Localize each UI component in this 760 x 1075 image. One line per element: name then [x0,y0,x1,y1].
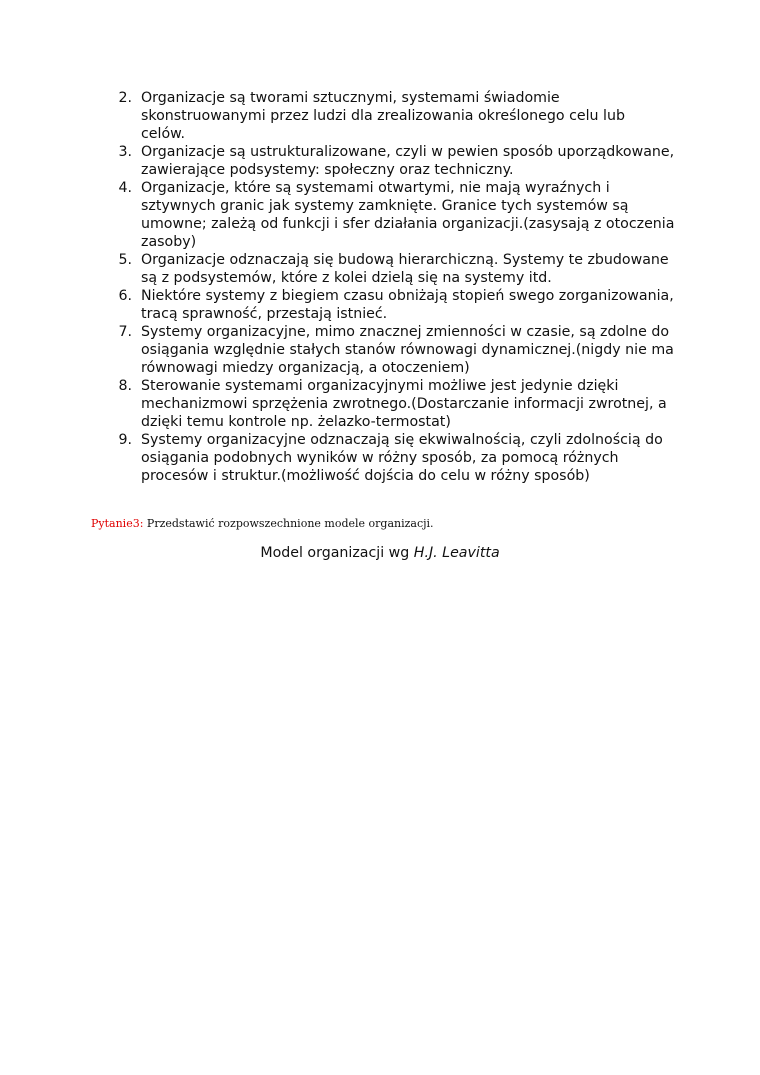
list-item-number: 3. [118,144,132,160]
list-item-number: 7. [118,324,132,340]
list-item [110,251,680,287]
section-heading [0,544,760,562]
list-item-number: 5. [118,252,132,268]
list-item [110,179,680,251]
list-item-number: 4. [118,180,132,196]
list-item-number: 6. [118,288,132,304]
list-item-text: Sterowanie systemami organizacyjnymi możliwe jest jedynie dzięki mechanizmowi sprzężenia zwrotnego.(Dostarczanie informacji zwrotnej, a dzięki temu kontrole np. żelazko-termostat) [141,378,667,430]
list-item-text: Systemy organizacyjne, mimo znacznej zmienności w czasie, są zdolne do osiągania względnie stałych stanów równowagi dynamicznej.(nigdy nie ma równowagi miedzy organizacją, a otoczeniem) [141,324,674,376]
list-item [110,377,680,431]
heading-prefix: Model organizacji wg [260,545,414,561]
list-item [110,431,680,485]
list-item-text: Niektóre systemy z biegiem czasu obniżają stopień swego zorganizowania, tracą sprawność, przestają istnieć. [141,288,674,322]
list-item-text: Organizacje, które są systemami otwartymi, nie mają wyraźnych i sztywnych granic jak systemy zamknięte. Granice tych systemów są umowne; zależą od funkcji i sfer działania organizacji.(zasysają z otoczenia zasoby) [141,180,675,250]
numbered-list [110,89,680,485]
list-item [110,143,680,179]
list-item [110,287,680,323]
list-item-number: 2. [118,90,132,106]
question-text: Przedstawić rozpowszechnione modele organizacji. [143,517,434,530]
list-item-text: Organizacje są tworami sztucznymi, systemami świadomie skonstruowanymi przez ludzi dla zrealizowania określonego celu lub celów. [141,90,625,142]
list-item-text: Systemy organizacyjne odznaczają się ekwiwalnością, czyli zdolnością do osiągania podobnych wyników w różny sposób, za pomocą różnych procesów i struktur.(możliwość dojścia do celu w różny sposób) [141,432,663,484]
question-label: Pytanie3: [91,517,144,530]
heading-author: H.J. Leavitta [413,545,500,561]
list-item-text: Organizacje odznaczają się budową hierarchiczną. Systemy te zbudowane są z podsystemów, które z kolei dzielą się na systemy itd. [141,252,669,286]
list-item-number: 9. [118,432,132,448]
list-item-number: 8. [118,378,132,394]
list-item [110,89,680,143]
question-line [91,516,434,532]
list-item [110,323,680,377]
list-item-text: Organizacje są ustrukturalizowane, czyli w pewien sposób uporządkowane, zawierające podsystemy: społeczny oraz techniczny. [141,144,675,178]
